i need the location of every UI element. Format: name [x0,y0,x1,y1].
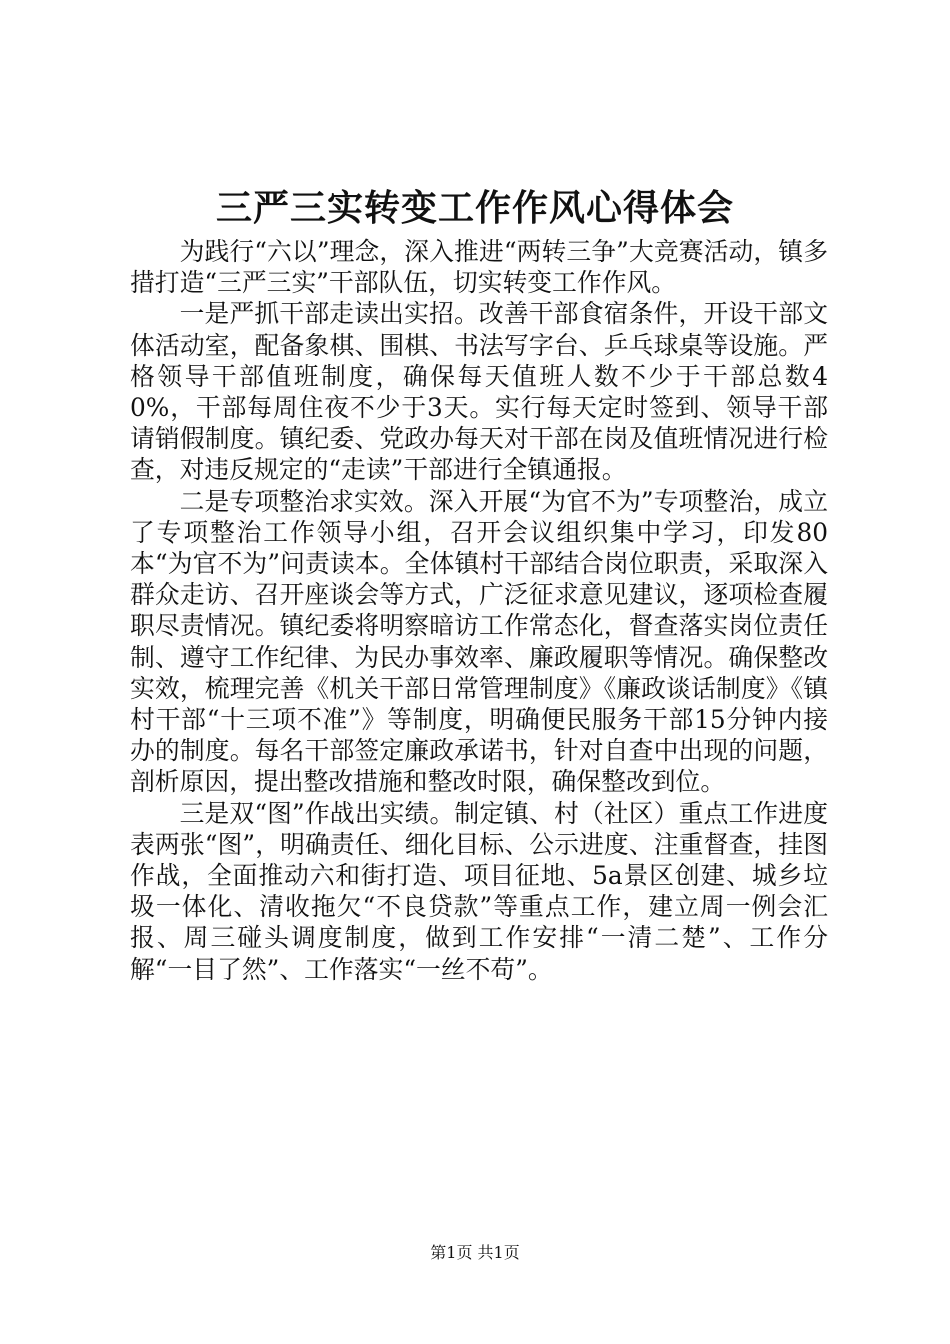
paragraph-one: 一是严抓干部走读出实招。改善干部食宿条件，开设干部文体活动室，配备象棋、围棋、书法写字台、乒乓球桌等设施。严格领导干部值班制度，确保每天值班人数不少于干部总数40%，干部每周住夜不少于3天。实行每天定时签到、领导干部请销假制度。镇纪委、党政办每天对干部在岗及值班情况进行检查，对违反规定的“走读”干部进行全镇通报。 [130,299,828,485]
document-title: 三严三实转变工作作风心得体会 [215,187,734,229]
paragraph-three: 三是双“图”作战出实绩。制定镇、村（社区）重点工作进度表两张“图”，明确责任、细化目标、公示进度、注重督查，挂图作战，全面推动六和街打造、项目征地、5a景区创建、城乡垃圾一体化、清收拖欠“不良贷款”等重点工作，建立周一例会汇报、周三碰头调度制度，做到工作安排“一清二楚”、工作分解“一目了然”、工作落实“一丝不苟”。 [130,798,828,984]
document-body [130,236,828,985]
paragraph-intro: 为践行“六以”理念，深入推进“两转三争”大竞赛活动，镇多措打造“三严三实”干部队伍，切实转变工作作风。 [130,237,828,298]
page-footer: 第1页 共1页 [430,1243,520,1262]
paragraph-two: 二是专项整治求实效。深入开展“为官不为”专项整治，成立了专项整治工作领导小组，召开会议组织集中学习，印发80本“为官不为”问责读本。全体镇村干部结合岗位职责，采取深入群众走访、召开座谈会等方式，广泛征求意见建议，逐项检查履职尽责情况。镇纪委将明察暗访工作常态化，督查落实岗位责任制、遵守工作纪律、为民办事效率、廉政履职等情况。确保整改实效，梳理完善《机关干部日常管理制度》《廉政谈话制度》《镇村干部“十三项不准”》等制度，明确便民服务干部15分钟内接办的制度。每名干部签定廉政承诺书，针对自查中出现的问题，剖析原因，提出整改措施和整改时限，确保整改到位。 [130,486,828,797]
